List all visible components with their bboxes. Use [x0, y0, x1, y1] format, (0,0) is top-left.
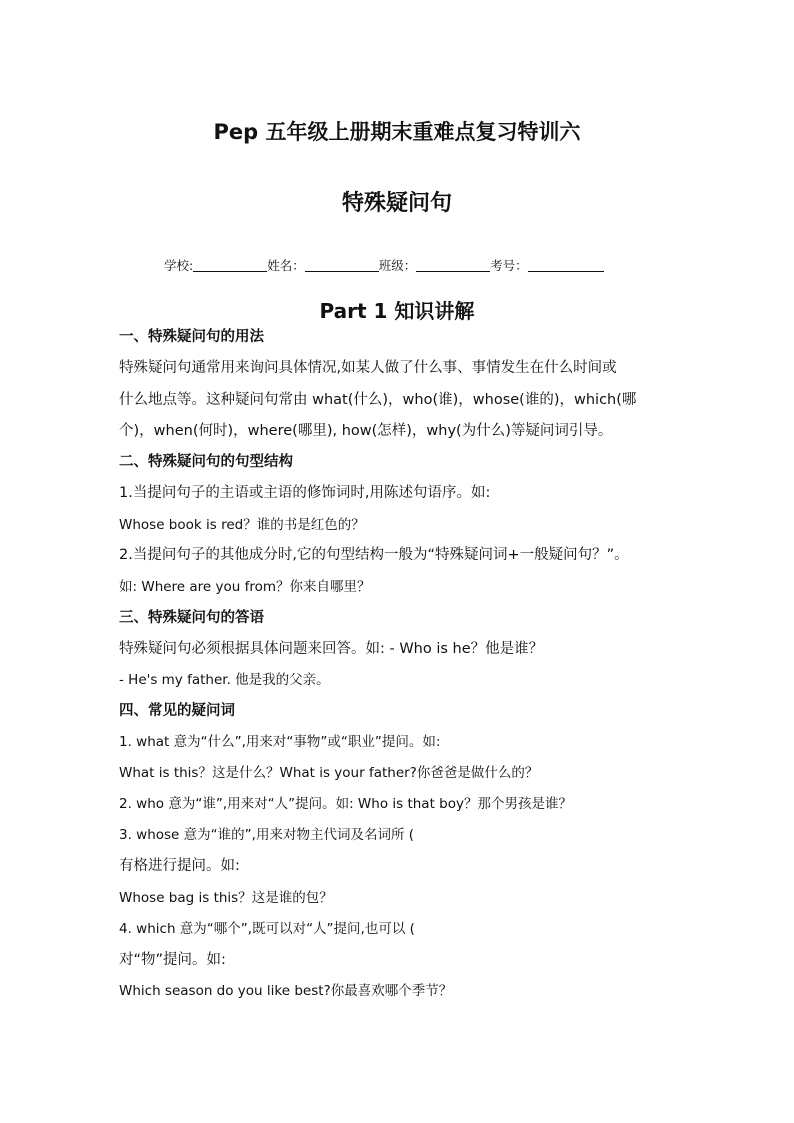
body-line: 1.当提问句子的主语或主语的修饰词时,用陈述句语序。如:	[119, 485, 491, 501]
section-heading-question-words: 四、常见的疑问词	[119, 703, 235, 719]
body-line: 2. who 意为“谁”,用来对“人”提问。如: Who is that boy？那个男孩是谁？	[119, 796, 572, 812]
section-heading-usage: 一、特殊疑问句的用法	[119, 329, 264, 345]
class-blank[interactable]	[416, 258, 490, 272]
example-line: Whose book is red？谁的书是红色的？	[119, 517, 365, 533]
example-line: Whose bag is this？这是谁的包？	[119, 890, 333, 906]
name-label: 姓名：	[267, 258, 305, 273]
name-blank[interactable]	[305, 258, 379, 272]
example-line: 如: Where are you from？你来自哪里？	[119, 579, 371, 595]
school-blank[interactable]	[193, 258, 267, 272]
body-line: 2.当提问句子的其他成分时,它的句型结构一般为“特殊疑问词+一般疑问句？”。	[119, 547, 629, 563]
body-line: 特殊疑问句通常用来询问具体情况,如某人做了什么事、事情发生在什么时间或	[119, 360, 617, 376]
class-label: 班级：	[378, 258, 417, 273]
body-line: 对“物”提问。如:	[119, 952, 226, 968]
example-line: What is this？这是什么？What is your father?你爸爸是做什么的？	[119, 765, 539, 781]
example-line: Which season do you like best?你最喜欢哪个季节？	[119, 983, 453, 999]
body-line: 有格进行提问。如:	[119, 858, 240, 874]
body-line: 3. whose 意为“谁的”,用来对物主代词及名词所 (	[119, 827, 414, 843]
body-line: 特殊疑问句必须根据具体问题来回答。如: - Who is he？他是谁？	[119, 641, 544, 657]
body-line: 4. which 意为“哪个”,既可以对“人”提问,也可以 (	[119, 921, 415, 937]
number-label: 考号：	[490, 258, 528, 273]
example-line: - He's my father. 他是我的父亲。	[119, 672, 330, 688]
part-heading: Part 1 知识讲解	[319, 299, 475, 323]
number-blank[interactable]	[528, 258, 604, 272]
section-heading-structure: 二、特殊疑问句的句型结构	[119, 454, 293, 470]
body-line: 个)，when(何时)，where(哪里), how(怎样)，why(为什么)等疑问词引导。	[119, 423, 613, 439]
document-title: Pep 五年级上册期末重难点复习特训六	[213, 120, 581, 144]
student-info-line	[164, 256, 604, 274]
body-line: 什么地点等。这种疑问句常由 what(什么)，who(谁)，whose(谁的)，which(哪	[119, 392, 637, 408]
body-line: 1. what 意为“什么”,用来对“事物”或“职业”提问。如:	[119, 734, 441, 750]
document-subtitle: 特殊疑问句	[341, 191, 452, 216]
section-heading-answers: 三、特殊疑问句的答语	[119, 610, 264, 626]
school-label: 学校:	[164, 258, 194, 273]
